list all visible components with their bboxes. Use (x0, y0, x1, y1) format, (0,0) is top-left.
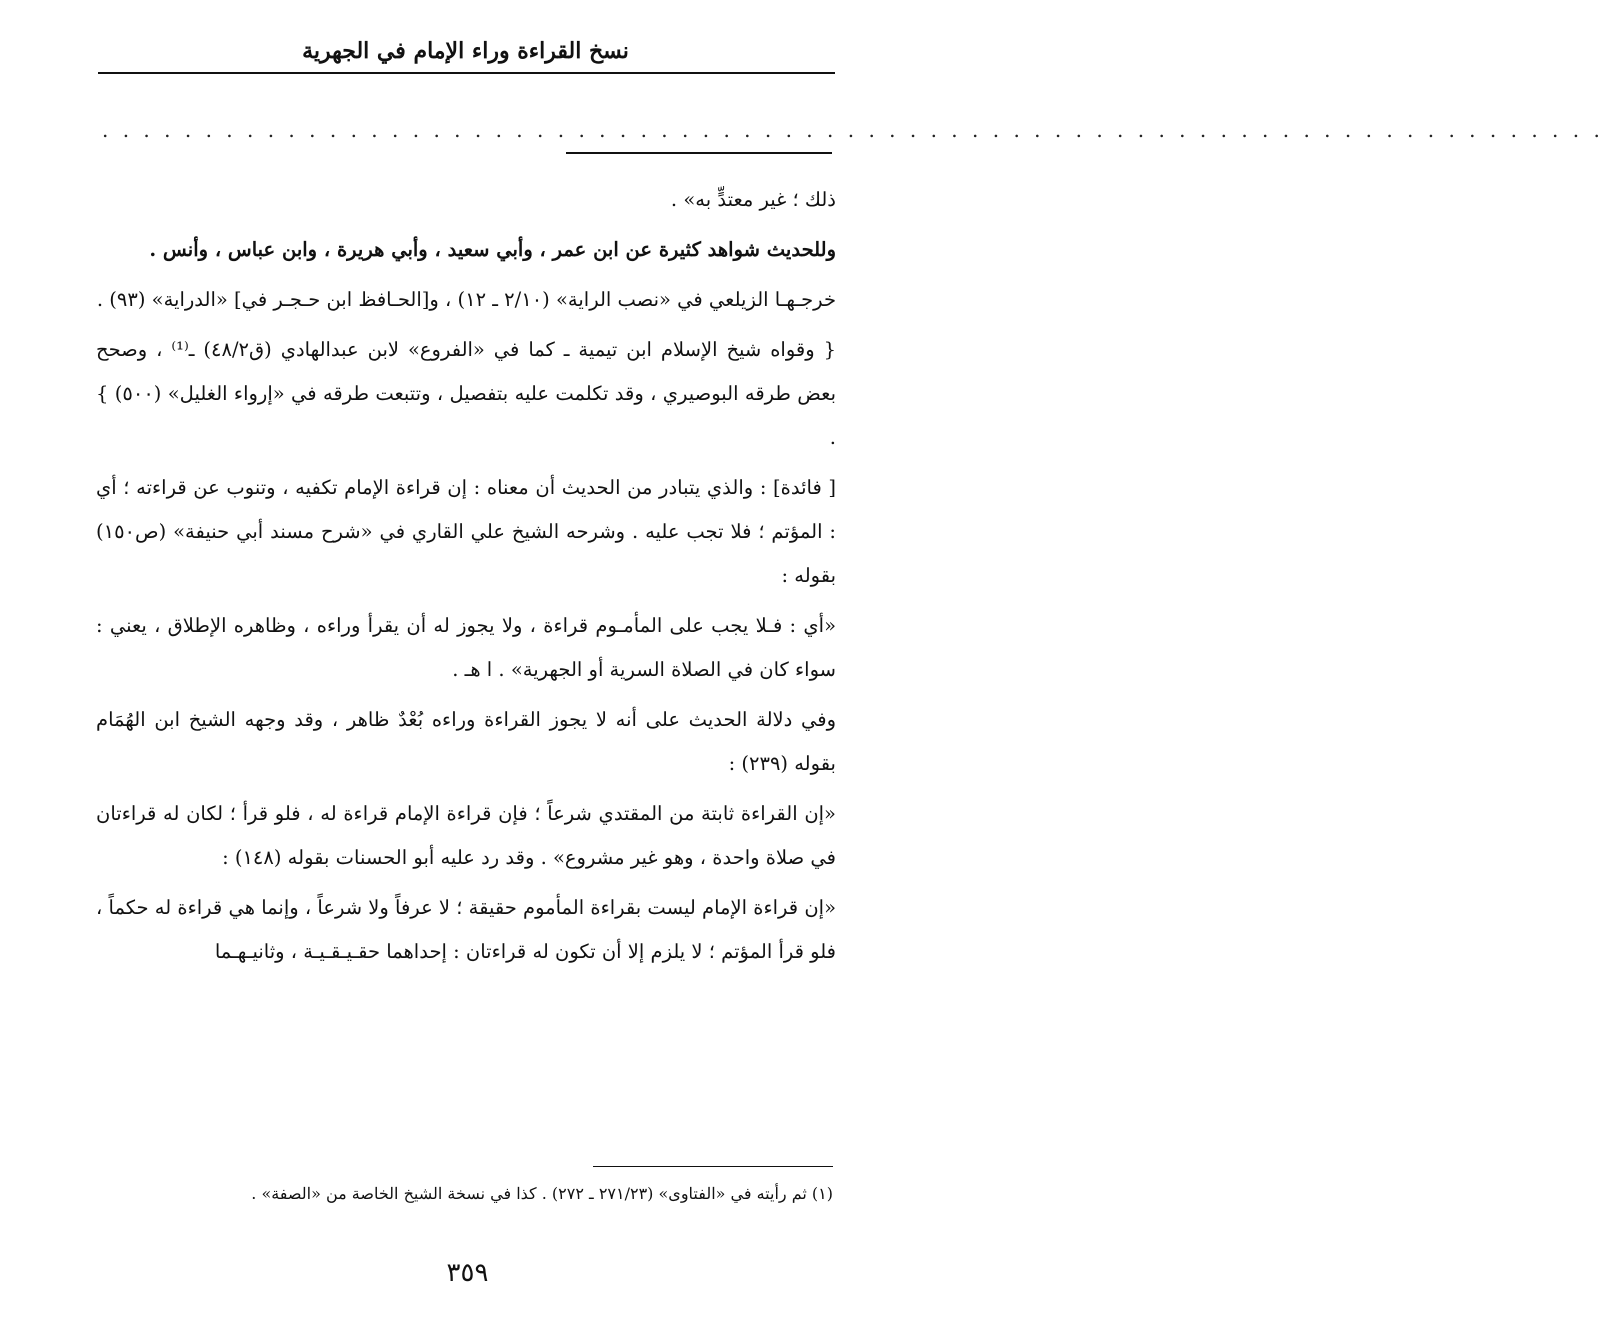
paragraph-takhrij: خرجـهـا الزيلعي في «نصب الراية» (٢/١٠ ـ ١٢) ، و[الحـافظ ابن حـجـر في] «الدراية» (٩٣) . (96, 288, 836, 311)
paragraph-quote-hasanat: «إن قراءة الإمام ليست بقراءة المأموم حقيقة ؛ لا عرفاً ولا شرعاً ، وإنما هي قراءة له حكماً ، فلو قرأ المؤتم ؛ لا يلزم إلا أن تكون له قراءتان : إحداهما حقـيـقـيـة ، وثانيـهـما (96, 896, 836, 963)
paragraph-taqwiyah: { وقواه شيخ الإسلام ابن تيمية ـ كما في «الفروع» لابن عبدالهادي (ق٤٨/٢) ـ⁽¹⁾ ، وصحح بعض طرقه البوصيري ، وقد تكلمت عليه بتفصيل ، وتتبعت طرقه في «إرواء الغليل» (٥٠٠) } . (96, 338, 837, 449)
page-number: ٣٥٩ (446, 1258, 489, 1288)
running-header-title: نسخ القراءة وراء الإمام في الجهرية (302, 38, 629, 64)
paragraph-quote-qari: «أي : فـلا يجب على المأمـوم قراءة ، ولا يجوز له أن يقرأ وراءه ، وظاهره الإطلاق ، يعني : سواء كان في الصلاة السرية أو الجهرية» . ا هـ . (96, 614, 836, 681)
header-divider (98, 72, 835, 74)
paragraph-continuation: ذلك ؛ غير معتدٍّ به» . (670, 188, 836, 211)
footnote-1: (١) ثم رأيته في «الفتاوى» (٢٧١/٢٣ ـ ٢٧٢) . كذا في نسخة الشيخ الخاصة من «الصفة» . (251, 1184, 833, 1203)
paragraph-faidah: [ فائدة] : والذي يتبادر من الحديث أن معناه : إن قراءة الإمام تكفيه ، وتنوب عن قراءته ؛ أي : المؤتم ؛ فلا تجب عليه . وشرحه الشيخ علي القاري في «شرح مسند أبي حنيفة» (ص١٥٠) بقوله : (96, 476, 836, 587)
paragraph-shawahid: وللحديث شواهد كثيرة عن ابن عمر ، وأبي سعيد ، وأبي هريرة ، وابن عباس ، وأنس . (149, 238, 836, 261)
main-text-block (96, 178, 836, 980)
paragraph-dalalah: وفي دلالة الحديث على أنه لا يجوز القراءة وراءه بُعْدٌ ظاهر ، وقد وجهه الشيخ ابن الهُمَام بقوله (٢٣٩) : (96, 708, 836, 775)
dots-divider (566, 152, 832, 154)
ellipsis-dots-line: . . . . . . . . . . . . . . . . . . . . . . . . . . . . . . . . . . . . . . . . . . . . . . . . . . . . . . . . . . . . . . . . . . . . . . . . . (102, 118, 1604, 142)
footnote-divider (593, 1166, 833, 1167)
paragraph-quote-humam: «إن القراءة ثابتة من المقتدي شرعاً ؛ فإن قراءة الإمام قراءة له ، فلو قرأ ؛ لكان له قراءتان في صلاة واحدة ، وهو غير مشروع» . وقد رد عليه أبو الحسنات بقوله (١٤٨) : (96, 802, 836, 869)
